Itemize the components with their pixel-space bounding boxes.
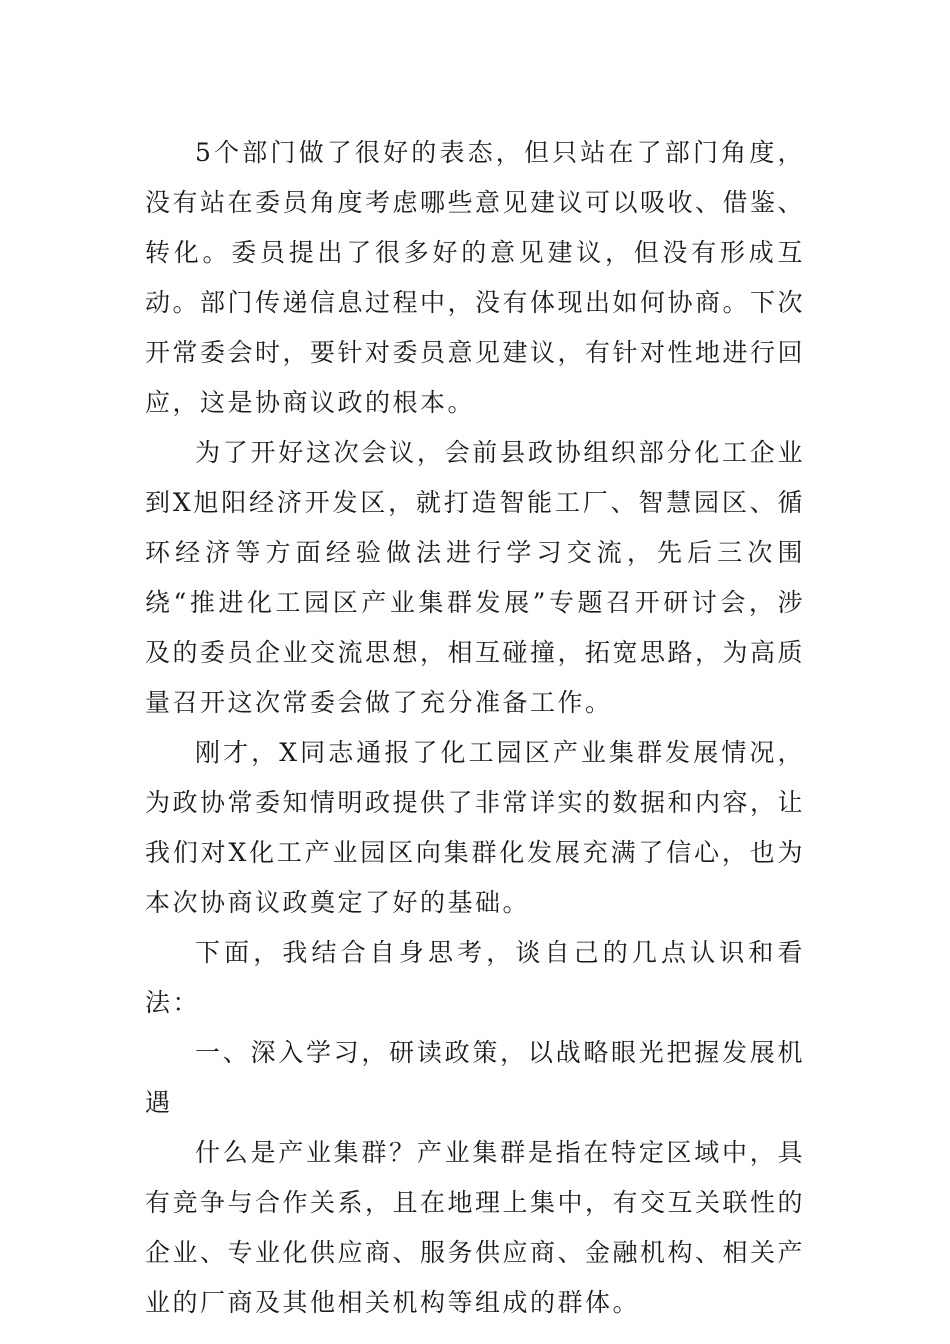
paragraph-report-summary: 刚才，X同志通报了化工园区产业集群发展情况，为政协常委知情明政提供了非常详实的数据和内容，让我们对X化工产业园区向集群化发展充满了信心，也为本次协商议政奠定了好的基础。 <box>145 738 806 917</box>
document-body <box>145 128 805 1328</box>
section-heading-1: 一、深入学习，研读政策，以战略眼光把握发展机遇 <box>145 1038 805 1117</box>
paragraph-intro-views: 下面，我结合自身思考，谈自己的几点认识和看法： <box>145 938 805 1017</box>
paragraph-meeting-preparation: 为了开好这次会议，会前县政协组织部分化工企业到X旭阳经济开发区，就打造智能工厂、智慧园区、循环经济等方面经验做法进行学习交流，先后三次围绕“推进化工园区产业集群发展”专题召开研讨会，涉及的委员企业交流思想，相互碰撞，拓宽思路，为高质量召开这次常委会做了充分准备工作。 <box>145 438 806 717</box>
paragraph-industry-cluster-definition: 什么是产业集群？产业集群是指在特定区域中，具有竞争与合作关系，且在地理上集中，有交互关联性的企业、专业化供应商、服务供应商、金融机构、相关产业的厂商及其他相关机构等组成的群体。 <box>145 1138 806 1317</box>
paragraph-department-response: 5个部门做了很好的表态，但只站在了部门角度，没有站在委员角度考虑哪些意见建议可以吸收、借鉴、转化。委员提出了很多好的意见建议，但没有形成互动。部门传递信息过程中，没有体现出如何协商。下次开常委会时，要针对委员意见建议，有针对性地进行回应，这是协商议政的根本。 <box>145 138 806 417</box>
